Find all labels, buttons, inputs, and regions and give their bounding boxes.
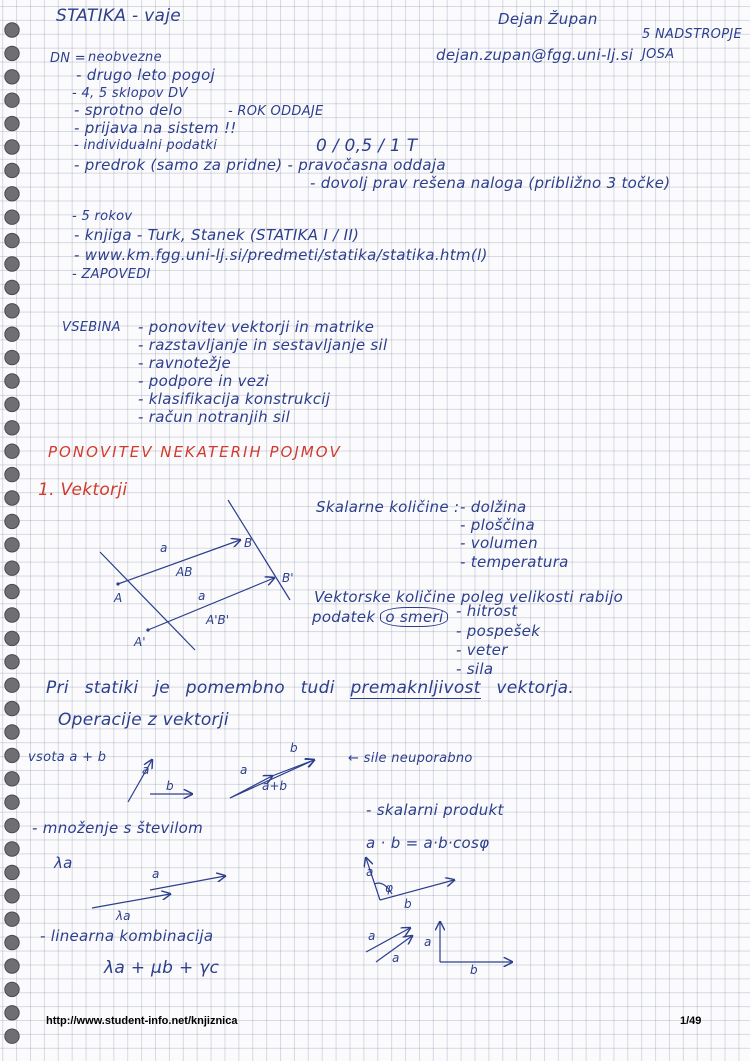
obligation-item: - ROK ODDAJE [228, 104, 324, 119]
content-item: - račun notranjih sil [138, 408, 291, 426]
content-label: VSEBINA [62, 320, 121, 335]
obligation-item: - individualni podatki [74, 138, 218, 153]
resource-item: - www.km.fgg.uni-lj.si/predmeti/statika/statika.htm(l) [74, 246, 488, 264]
content-item: - ravnotežje [138, 354, 232, 372]
vector-a-arrow [150, 876, 225, 890]
obligation-item: - prijava na sistem !! [74, 119, 237, 137]
label-lc-a: a [368, 929, 376, 943]
page-number: 1/49 [680, 1015, 702, 1027]
content-item: - razstavljanje in sestavljanje sil [138, 336, 388, 354]
scalar-item: - dolžina [460, 498, 527, 516]
linear-comb-label: - linearna kombinacija [40, 927, 214, 945]
label-ab: AB [176, 565, 193, 579]
point-a-dot [116, 582, 119, 585]
vector-item: - pospešek [456, 622, 541, 640]
scalars-label: Skalarne količine : [316, 498, 460, 516]
floor-note: 5 NADSTROPJE [642, 27, 742, 42]
label-lc-a3: a [424, 935, 432, 949]
operations-heading: Operacije z vektorji [58, 710, 229, 730]
author-name: Dejan Župan [498, 10, 598, 28]
vector-item: - sila [456, 660, 494, 678]
dot-product-label: - skalarni produkt [366, 801, 504, 819]
label-mult-lambda: λa [116, 909, 131, 923]
content-item: - ponovitev vektorji in matrike [138, 318, 375, 336]
obligation-item: - drugo leto pogoj [76, 66, 216, 84]
label-a-plus-b: a+b [262, 779, 288, 793]
content-item: - klasifikacija konstrukcij [138, 390, 331, 408]
section-heading: PONOVITEV NEKATERIH POJMOV [48, 443, 342, 461]
vector-item: - veter [456, 641, 508, 659]
room-note: JOSA [642, 47, 675, 62]
label-mult-a: a [152, 867, 160, 881]
obligation-item: - 4, 5 sklopov DV [72, 86, 188, 101]
label-a-prime-b-prime: A'B' [206, 613, 230, 627]
label-dot-phi: φ [385, 881, 393, 895]
lambda-a-arrow [92, 894, 170, 908]
label-lc-a2: a [392, 951, 400, 965]
linear-formula: λa + μb + γc [104, 958, 220, 978]
direction-box: o smeri [380, 607, 448, 627]
label-dot-b: b [404, 897, 412, 911]
label-a-vec: a [160, 541, 168, 555]
points-scale: 0 / 0,5 / 1 T [316, 136, 418, 156]
dot-formula: a · b = a·b·cosφ [366, 834, 490, 852]
footer-url[interactable]: http://www.student-info.net/knjiznica [46, 1015, 238, 1027]
point-a-prime-dot [146, 628, 149, 631]
content-item: - podpore in vezi [138, 372, 269, 390]
scalar-item: - temperatura [460, 553, 569, 571]
obligations-label: DN = [50, 51, 86, 66]
scalar-mult-label: - množenje s številom [32, 819, 204, 837]
resource-item: - 5 rokov [72, 209, 133, 224]
label-sum-b: b [166, 779, 174, 793]
guide-line [228, 500, 290, 600]
label-point-b: B [244, 536, 253, 550]
label-point-a-prime: A' [134, 635, 146, 649]
label-sum-b2: b [290, 741, 298, 755]
obligation-item: - dovolj prav rešena naloga (približno 3 točke) [310, 174, 671, 192]
label-lc-b: b [470, 963, 478, 977]
obligation-item: neobvezne [88, 50, 162, 65]
force-note: ← sile neuporabno [348, 751, 473, 766]
vector-item: - hitrost [456, 602, 518, 620]
scalar-item: - volumen [460, 534, 538, 552]
page-title: STATIKA - vaje [56, 6, 181, 26]
label-a-vec-2: a [198, 589, 206, 603]
label-point-b-prime: B' [282, 571, 294, 585]
resource-item: - knjiga - Turk, Stanek (STATIKA I / II) [74, 226, 360, 244]
vectors-label: Vektorske količine poleg velikosti rabijo [314, 588, 624, 606]
label-dot-a: a [366, 865, 374, 879]
resource-item: - ZAPOVEDI [72, 267, 151, 282]
obligation-item: - predrok (samo za pridne) - pravočasna oddaja [74, 156, 446, 174]
subsection-heading: 1. Vektorji [38, 480, 128, 500]
vectors-label-2: podatek o smeri [312, 610, 448, 625]
lambda-a: λa [54, 854, 73, 872]
label-sum-a: a [142, 763, 150, 777]
author-email: dejan.zupan@fgg.uni-lj.si [436, 46, 634, 64]
sum-label: vsota a + b [28, 750, 107, 765]
scalar-item: - ploščina [460, 516, 535, 534]
label-point-a: A [114, 591, 123, 605]
label-sum-a2: a [240, 763, 248, 777]
statics-line: Pri statiki je pomembno tudi premaknljivost vektorja. [46, 678, 575, 698]
obligation-item: - sprotno delo [74, 101, 183, 119]
